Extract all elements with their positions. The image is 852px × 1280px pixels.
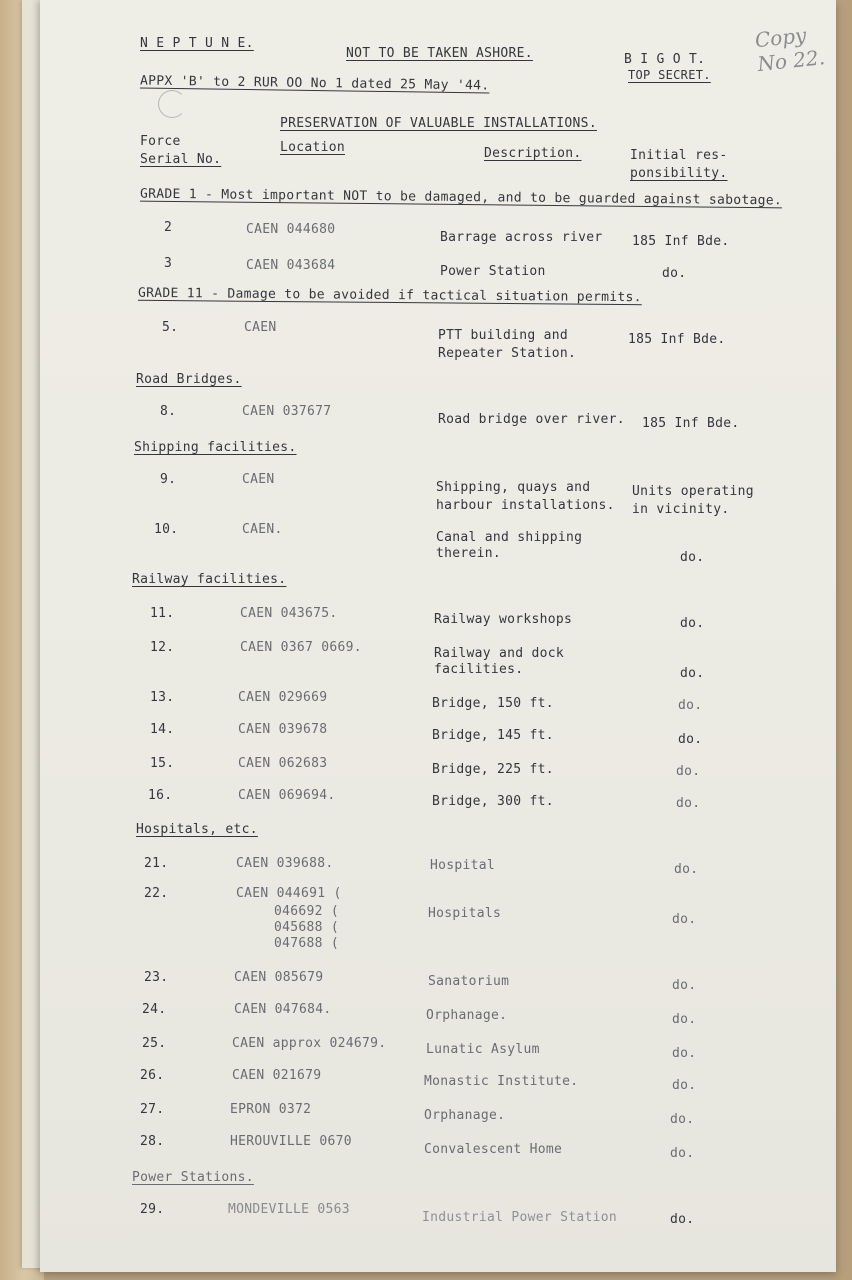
row-serial: 29. — [140, 1202, 165, 1217]
row-serial: 13. — [150, 690, 175, 705]
row-serial: 22. — [144, 886, 169, 901]
row-location: CAEN 039678 — [238, 722, 328, 737]
row-description: Railway and dock — [434, 646, 565, 661]
section-hospitals: Hospitals, etc. — [136, 822, 258, 837]
row-serial: 16. — [148, 788, 173, 803]
row-serial: 15. — [150, 756, 175, 771]
row-serial: 5. — [162, 320, 179, 335]
col-serial-line2: Serial No. — [140, 152, 222, 167]
row-description: Bridge, 150 ft. — [432, 696, 554, 711]
row-serial: 10. — [154, 522, 179, 537]
row-description: PTT building and — [438, 328, 569, 343]
row-description: Bridge, 225 ft. — [432, 762, 554, 777]
row-description: Monastic Institute. — [424, 1074, 579, 1089]
section-shipping: Shipping facilities. — [134, 440, 297, 455]
row-responsibility: do. — [676, 796, 701, 811]
row-location: CAEN 047684. — [234, 1002, 332, 1017]
row-serial: 9. — [160, 472, 177, 487]
row-serial: 26. — [140, 1068, 165, 1083]
row-location: CAEN 044691 ( — [236, 886, 342, 901]
row-location: CAEN 069694. — [238, 788, 336, 803]
row-responsibility: do. — [680, 666, 705, 681]
row-serial: 25. — [142, 1036, 167, 1051]
row-responsibility: 185 Inf Bde. — [632, 234, 730, 249]
row-serial: 8. — [160, 404, 177, 419]
row-serial: 24. — [142, 1002, 167, 1017]
row-responsibility-line2: in vicinity. — [632, 502, 730, 517]
col-responsibility-line2: ponsibility. — [630, 166, 728, 181]
section-power: Power Stations. — [132, 1170, 254, 1185]
row-location: CAEN 0367 0669. — [240, 640, 362, 655]
classification: TOP SECRET. — [628, 68, 711, 82]
col-responsibility-line1: Initial res- — [630, 148, 728, 163]
row-serial: 11. — [150, 606, 175, 621]
codeword: B I G O T. — [624, 52, 706, 67]
row-responsibility: do. — [680, 616, 705, 631]
row-responsibility: do. — [672, 1012, 697, 1027]
row-location: CAEN — [242, 472, 275, 487]
row-location-line4: 047688 ( — [274, 936, 340, 951]
row-serial: 23. — [144, 970, 169, 985]
row-description-line2: facilities. — [434, 662, 524, 677]
row-description-line2: harbour installations. — [436, 498, 615, 513]
row-description: Barrage across river — [440, 230, 603, 245]
row-location: EPRON 0372 — [230, 1102, 312, 1117]
row-description: Convalescent Home — [424, 1142, 563, 1157]
row-location: CAEN 062683 — [238, 756, 328, 771]
row-serial: 14. — [150, 722, 175, 737]
section-railway: Railway facilities. — [132, 572, 287, 587]
row-location: CAEN — [244, 320, 277, 335]
row-description: Orphanage. — [426, 1008, 508, 1023]
row-description: Bridge, 145 ft. — [432, 728, 554, 743]
row-location: CAEN 044680 — [246, 222, 336, 237]
operation-name: N E P T U N E. — [140, 36, 254, 51]
row-responsibility: Units operating — [632, 484, 754, 499]
row-responsibility: do. — [678, 732, 703, 747]
appendix-reference: APPX 'B' to 2 RUR OO No 1 dated 25 May '44. — [139, 73, 490, 94]
col-serial-line1: Force — [140, 134, 181, 149]
row-responsibility: do. — [662, 266, 687, 281]
row-serial: 12. — [150, 640, 175, 655]
row-location: CAEN 021679 — [232, 1068, 322, 1083]
document-title: PRESERVATION OF VALUABLE INSTALLATIONS. — [280, 116, 597, 131]
col-location: Location — [280, 140, 346, 155]
row-location: CAEN 085679 — [234, 970, 324, 985]
document-page — [40, 0, 836, 1272]
row-location: MONDEVILLE 0563 — [228, 1202, 350, 1217]
row-responsibility: do. — [672, 1078, 697, 1093]
col-description: Description. — [484, 146, 582, 161]
row-serial: 27. — [140, 1102, 165, 1117]
row-responsibility: do. — [680, 550, 705, 565]
row-description: Canal and shipping — [436, 530, 583, 545]
row-serial: 2 — [164, 220, 173, 235]
handling-caveat: NOT TO BE TAKEN ASHORE. — [346, 46, 533, 61]
row-description: Sanatorium — [428, 974, 510, 989]
row-responsibility: 185 Inf Bde. — [628, 332, 726, 347]
row-serial: 28. — [140, 1134, 165, 1149]
row-responsibility: do. — [670, 1112, 695, 1127]
row-description-line2: therein. — [436, 546, 502, 561]
row-location: CAEN 043684 — [246, 258, 336, 273]
row-description: Railway workshops — [434, 612, 573, 627]
row-location: HEROUVILLE 0670 — [230, 1134, 352, 1149]
punch-hole-mark — [158, 90, 186, 118]
row-description: Bridge, 300 ft. — [432, 794, 554, 809]
row-description: Lunatic Asylum — [426, 1042, 540, 1057]
row-location: CAEN 037677 — [242, 404, 332, 419]
row-responsibility: do. — [670, 1146, 695, 1161]
row-location: CAEN 039688. — [236, 856, 334, 871]
row-location: CAEN 029669 — [238, 690, 328, 705]
row-description: Shipping, quays and — [436, 480, 591, 495]
section-grade1: GRADE 1 - Most important NOT to be damaged, and to be guarded against sabotage. — [139, 186, 783, 209]
row-responsibility: do. — [678, 698, 703, 713]
row-responsibility: do. — [672, 978, 697, 993]
row-responsibility: 185 Inf Bde. — [642, 416, 740, 431]
section-road-bridges: Road Bridges. — [136, 372, 242, 387]
row-location: CAEN 043675. — [240, 606, 338, 621]
row-location: CAEN approx 024679. — [232, 1036, 387, 1051]
row-responsibility: do. — [674, 862, 699, 877]
row-responsibility: do. — [672, 1046, 697, 1061]
row-responsibility: do. — [676, 764, 701, 779]
row-serial: 3 — [164, 256, 173, 271]
row-description: Industrial Power Station — [422, 1210, 618, 1225]
row-location-line3: 045688 ( — [274, 920, 340, 935]
row-description: Hospital — [430, 858, 496, 873]
row-description: Power Station — [440, 264, 546, 279]
row-location-line2: 046692 ( — [274, 904, 340, 919]
row-serial: 21. — [144, 856, 169, 871]
row-description: Road bridge over river. — [438, 412, 625, 427]
section-grade2: GRADE 11 - Damage to be avoided if tactical situation permits. — [137, 285, 642, 306]
row-location: CAEN. — [242, 522, 283, 537]
row-description-line2: Repeater Station. — [438, 346, 577, 361]
row-description: Hospitals — [428, 906, 502, 921]
row-description: Orphanage. — [424, 1108, 506, 1123]
row-responsibility: do. — [672, 912, 697, 927]
copy-number-annotation: Copy No 22. — [753, 22, 827, 77]
row-responsibility: do. — [670, 1212, 695, 1227]
